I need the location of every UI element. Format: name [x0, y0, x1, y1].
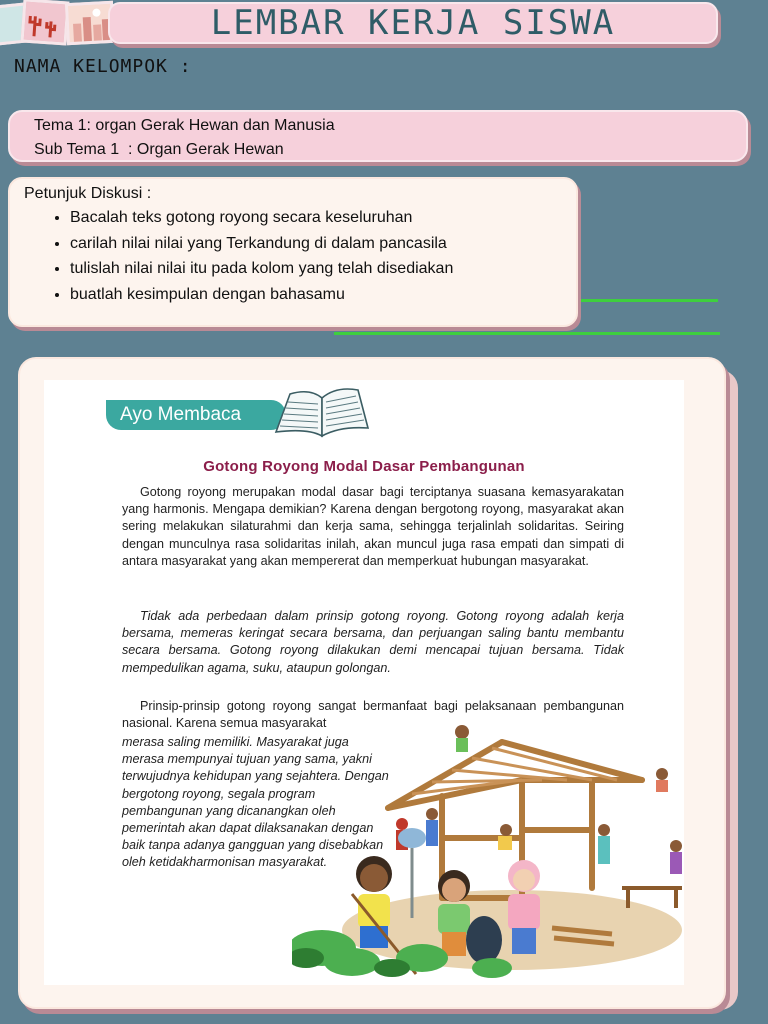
- gotong-royong-house-illustration: [292, 718, 684, 980]
- theme-box: [8, 110, 748, 162]
- instructions-list: [24, 205, 576, 307]
- group-name-label: NAMA KELOMPOK :: [14, 56, 192, 77]
- open-book-icon: [270, 384, 374, 440]
- postage-stamps-decoration: [0, 0, 118, 48]
- paragraph-3-intro: Prinsip-prinsip gotong royong sangat bermanfaat bagi pelaksanaan pembangunan nasional. Karena semua masyarakat: [122, 699, 624, 731]
- page-title: LEMBAR KERJA SISWA: [210, 3, 616, 43]
- instructions-heading: Petunjuk Diskusi :: [24, 185, 152, 202]
- green-divider-line: [578, 299, 718, 302]
- reading-page: [44, 380, 684, 985]
- instruction-item: • Bacalah teks gotong royong secara keseluruhan: [70, 205, 576, 231]
- article-title: Gotong Royong Modal Dasar Pembangunan: [203, 458, 525, 475]
- instruction-item: • carilah nilai nilai yang Terkandung di dalam pancasila: [70, 231, 576, 257]
- paragraph-3-body: merasa saling memiliki. Masyarakat juga merasa mempunyai tujuan yang sama, yakni terwujudnya kehidupan yang sejahtera. Dengan bergotong royong, segala program pembangunan yang dicanangkan oleh pemerintah akan dapat dilaksanakan dengan baik tanpa adanya gangguan yang disebabkan oleh ketidakharmonisan masyarakat.: [122, 735, 389, 870]
- ayo-membaca-banner: Ayo Membaca: [106, 400, 286, 430]
- green-divider-line: [334, 332, 720, 335]
- title-banner: [108, 2, 718, 44]
- paragraph-2: Tidak ada perbedaan dalam prinsip gotong royong. Gotong royong adalah kerja bersama, memeras keringat secara bersama, dan perjuangan saling bantu membantu secara bersama. Gotong royong dilakukan demi mencapai tujuan bersama. Tidak mempedulikan agama, suku, ataupun golongan.: [122, 609, 624, 675]
- theme-line: Tema 1: organ Gerak Hewan dan Manusia: [34, 117, 335, 134]
- instruction-item: • tulislah nilai nilai itu pada kolom yang telah disediakan: [70, 256, 576, 282]
- paragraph-1: Gotong royong merupakan modal dasar bagi terciptanya suasana kemasyarakatan yang harmonis. Mengapa demikian? Karena dengan bergotong royong, masyarakat akan sering melakukan silaturahmi dan kerja sama, sehingga terjalinlah solidaritas. Seiring dengan munculnya rasa solidaritas inilah, akan muncul juga rasa empati dan simpati di antara masyarakat yang akan mempererat dan memperkuat hubungan masyarakat.: [122, 485, 624, 568]
- instruction-item: • buatlah kesimpulan dengan bahasamu: [70, 282, 576, 308]
- discussion-instructions-box: [8, 177, 578, 327]
- subtheme-line: Sub Tema 1 : Organ Gerak Hewan: [34, 141, 284, 158]
